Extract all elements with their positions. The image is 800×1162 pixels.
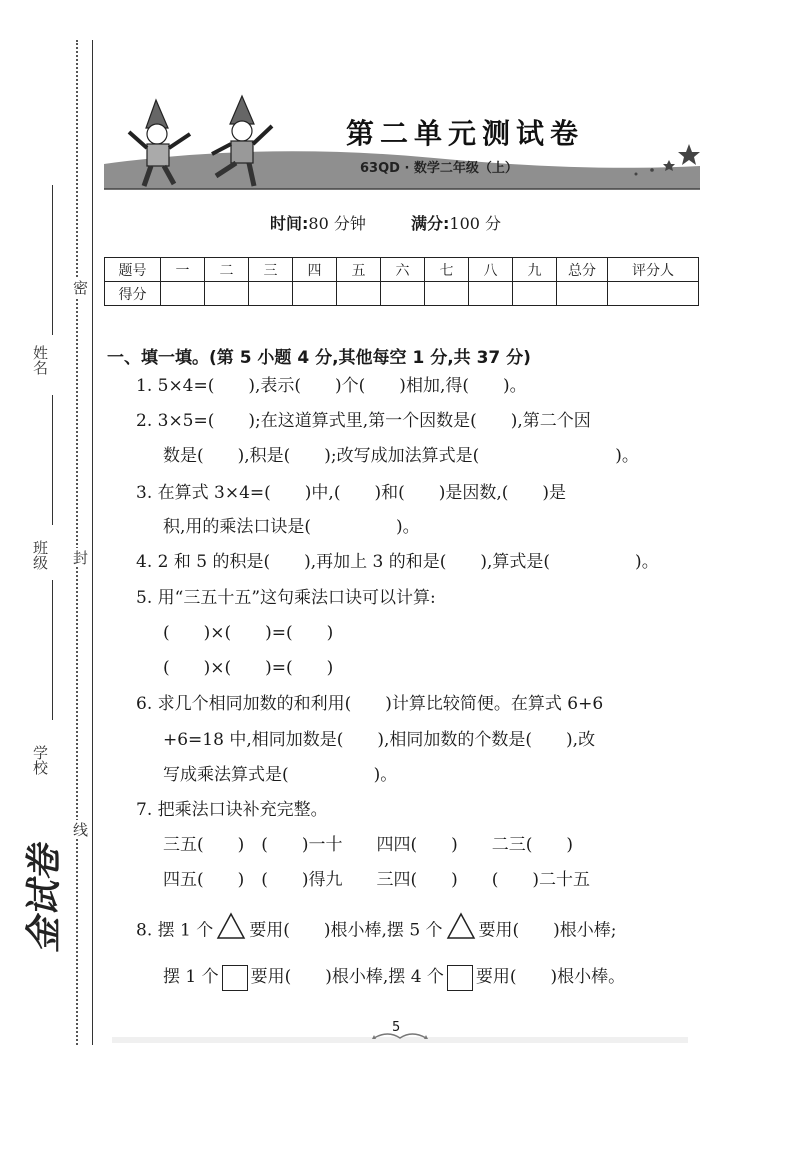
triangle-icon xyxy=(216,912,246,950)
binding-solid-line xyxy=(92,40,93,1045)
q8-text-e: 要用( )根小棒,摆 4 个 xyxy=(250,967,444,987)
table-header-cell: 二 xyxy=(205,258,249,282)
name-underline xyxy=(52,185,53,335)
question-line: 数是( ),积是( );改写成加法算式是( )。 xyxy=(163,446,639,466)
question-8-line-1 xyxy=(136,912,617,950)
table-header-cell: 五 xyxy=(337,258,381,282)
name-label: 姓名 xyxy=(31,345,49,375)
score-table-score-row xyxy=(105,282,699,306)
q8-text-c: 要用( )根小棒; xyxy=(478,920,617,941)
score-cell[interactable] xyxy=(337,282,381,306)
table-header-cell: 六 xyxy=(381,258,425,282)
triangle-icon xyxy=(446,912,476,950)
time-label: 时间: xyxy=(270,214,309,233)
page-title: 第二单元测试卷 xyxy=(345,117,584,150)
question-line: +6=18 中,相同加数是( ),相同加数的个数是( ),改 xyxy=(163,730,596,750)
question-line: 积,用的乘法口诀是( )。 xyxy=(163,517,420,537)
table-header-cell: 四 xyxy=(293,258,337,282)
table-header-cell: 九 xyxy=(513,258,557,282)
full-score-value: 100 分 xyxy=(449,214,502,233)
table-header-cell: 评分人 xyxy=(608,258,699,282)
school-label: 学校 xyxy=(31,745,49,775)
q8-text-a: 8. 摆 1 个 xyxy=(136,920,214,941)
question-line: ( )×( )=( ) xyxy=(163,623,334,643)
score-table xyxy=(104,257,699,306)
score-cell[interactable] xyxy=(513,282,557,306)
class-underline xyxy=(52,395,53,525)
section-heading: 一、填一填。(第 5 小题 4 分,其他每空 1 分,共 37 分) xyxy=(107,348,531,368)
question-line: 1. 5×4=( ),表示( )个( )相加,得( )。 xyxy=(136,376,527,396)
table-header-cell: 一 xyxy=(161,258,205,282)
table-row-label: 得分 xyxy=(105,282,161,306)
question-line: 3. 在算式 3×4=( )中,( )和( )是因数,( )是 xyxy=(136,483,567,503)
score-cell[interactable] xyxy=(249,282,293,306)
question-line: 5. 用“三五十五”这句乘法口诀可以计算: xyxy=(136,588,436,608)
question-line: 写成乘法算式是( )。 xyxy=(163,765,398,785)
page-subtitle: 63QD · 数学二年级（上） xyxy=(360,161,518,176)
q8-text-d: 摆 1 个 xyxy=(163,967,219,987)
score-cell[interactable] xyxy=(293,282,337,306)
binding-dotted-line xyxy=(76,40,78,1045)
question-line: 7. 把乘法口诀补充完整。 xyxy=(136,800,328,820)
question-line: ( )×( )=( ) xyxy=(163,658,334,678)
brand-logo xyxy=(18,818,68,968)
q8-text-f: 要用( )根小棒。 xyxy=(475,967,626,987)
table-header-cell: 题号 xyxy=(105,258,161,282)
score-cell[interactable] xyxy=(381,282,425,306)
score-cell[interactable] xyxy=(161,282,205,306)
score-cell[interactable] xyxy=(469,282,513,306)
square-icon xyxy=(222,965,248,991)
score-cell[interactable] xyxy=(557,282,608,306)
table-header-cell: 三 xyxy=(249,258,293,282)
school-underline xyxy=(52,580,53,720)
square-icon xyxy=(447,965,473,991)
seal-mi: 密 xyxy=(71,280,89,295)
table-header-cell: 八 xyxy=(469,258,513,282)
question-line: 三五( ) ( )一十 四四( ) 二三( ) xyxy=(163,835,574,855)
exam-info xyxy=(270,211,501,234)
full-score-label: 满分: xyxy=(411,214,450,233)
score-cell[interactable] xyxy=(425,282,469,306)
question-8-line-2 xyxy=(163,962,625,992)
question-line: 2. 3×5=( );在这道算式里,第一个因数是( ),第二个因 xyxy=(136,411,591,431)
table-header-cell: 七 xyxy=(425,258,469,282)
page-number: 5 xyxy=(392,1020,401,1035)
class-label: 班级 xyxy=(31,540,49,570)
time-value: 80 分钟 xyxy=(308,214,366,233)
q8-text-b: 要用( )根小棒,摆 5 个 xyxy=(249,920,443,941)
question-line: 6. 求几个相同加数的和利用( )计算比较简便。在算式 6+6 xyxy=(136,694,604,714)
seal-xian: 线 xyxy=(71,822,89,837)
svg-text:金试卷: 金试卷 xyxy=(24,844,65,953)
table-header-cell: 总分 xyxy=(557,258,608,282)
question-line: 四五( ) ( )得九 三四( ) ( )二十五 xyxy=(163,870,591,890)
score-cell[interactable] xyxy=(608,282,699,306)
question-line: 4. 2 和 5 的积是( ),再加上 3 的和是( ),算式是( )。 xyxy=(136,552,659,572)
score-table-header-row xyxy=(105,258,699,282)
seal-feng: 封 xyxy=(71,550,89,565)
score-cell[interactable] xyxy=(205,282,249,306)
